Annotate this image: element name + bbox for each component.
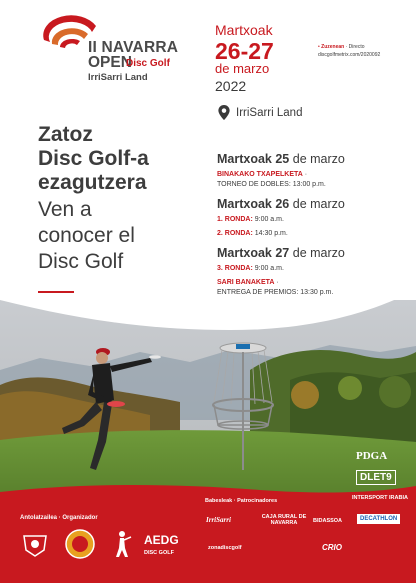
stream-url[interactable]: discgolfmetrix.com/2020092 [318,52,381,58]
headline-eu-2: Disc Golf-a [38,147,149,170]
disc-golf-club-badge [63,528,97,560]
dlet-logo: DLET9 [356,470,396,485]
tree [338,376,362,400]
irrisarri-land-logo: IrriSarri [206,516,231,524]
crio-logo: CRIO [322,543,342,552]
aedg-subtitle: DISC GOLF [144,550,174,556]
date-month-es: de marzo [215,61,270,76]
location [218,105,302,120]
schedule-event: ENTREGA DE PREMIOS: 13:30 p.m. [217,289,334,296]
schedule-day [217,246,407,298]
headline-es-1: Ven a [38,198,92,221]
schedule-event: BINAKAKO TXAPELKETA · [217,171,308,178]
intersport-logo: INTERSPORT IRABIA [352,495,408,501]
navarra-federation-logo [20,530,50,558]
location-name: IrriSarri Land [236,106,303,119]
schedule-event: TORNEO DE DOBLES: 13:00 p.m. [217,181,326,188]
schedule-day [217,152,407,190]
date-days: 26-27 [215,38,274,64]
schedule [217,152,407,305]
schedule-event: SARI BANAKETA · [217,279,279,286]
live-sep: · Directo [344,44,365,50]
decathlon-logo: DECATHLON [357,514,400,524]
event-dates [215,22,305,94]
logo-open: OPEN [88,54,132,71]
date-month-eu: Martxoak [215,22,273,38]
day-heading: Martxoak 27 de marzo [217,246,345,260]
schedule-event: 1. RONDA: 9:00 a.m. [217,216,284,223]
organizers-label: Antolatzailea · Organizador [20,515,98,521]
headline-eu-3: ezagutzera [38,171,147,194]
tournament-logo [38,20,208,100]
bidassoa-logo: BIDASSOA [313,518,343,524]
day-heading: Martxoak 25 de marzo [217,152,345,166]
headline-eu-1: Zatoz [38,123,93,146]
schedule-event: 3. RONDA: 9:00 a.m. [217,265,284,272]
location-pin-icon [218,105,230,120]
caja-rural-logo: CAJA RURAL DE NAVARRA [261,514,307,526]
headline-es-2: conocer el [38,224,135,247]
logo-venue: IrriSarri Land [88,72,148,83]
tree [379,376,411,408]
sponsors-label: Babesleak · Patrocinadores [205,498,278,504]
aedg-logo: AEDG [144,533,179,547]
player-silhouette-icon [112,530,132,558]
headline-divider [38,291,74,293]
bullet-icon: • [318,44,322,50]
logo-title: II NAVARRA [88,39,179,56]
headline-es-3: Disc Golf [38,250,124,273]
logo-disc-golf: Disc Golf [126,58,170,69]
date-year: 2022 [215,78,247,94]
autumn-tree [291,381,319,409]
live-label: Zuzenean [321,44,345,50]
zonadiscgolf-logo: zonadiscgolf [208,545,242,551]
streaming-info [318,43,410,59]
headline [38,123,149,293]
schedule-day [217,197,407,239]
schedule-event: 2. RONDA: 14:30 p.m. [217,230,288,237]
day-heading: Martxoak 26 de marzo [217,197,345,211]
pdga-logo: PDGA [356,450,388,462]
